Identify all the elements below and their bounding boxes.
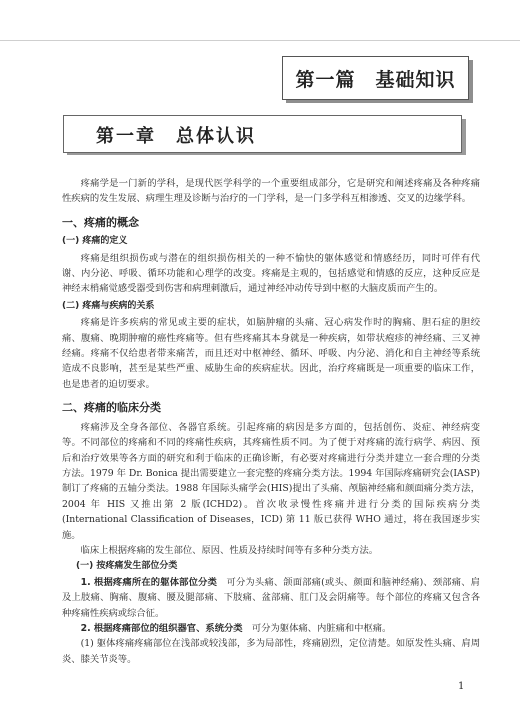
list-item-label: 2. 根据疼痛部位的组织器官、系统分类 [80,622,243,634]
subsection-heading: (一) 疼痛的定义 [62,236,128,247]
body-content [62,176,480,667]
section-heading: 二、疼痛的临床分类 [62,401,161,415]
top-rule [0,40,520,41]
intro-paragraph: 疼痛学是一门新的学科，是现代医学科学的一个重要组成部分，它是研究和阐述疼痛及各种疼痛性疾病的发生发展、病理生理及诊断与治疗的一门学科，是一门多学科互相渗透、交叉的边缘学科。 [62,178,480,205]
part-title: 第一篇 基础知识 [282,56,469,100]
list-item-label: 1. 根据疼痛所在的躯体部位分类 [80,576,218,588]
paragraph: 疼痛是许多疾病的常见或主要的症状，如脑肿瘤的头痛、冠心病发作时的胸痛、胆石症的胆绞痛、腹痛、晚期肿瘤的癌性疼痛等。但有些疼痛其本身就是一种疾病，如带状疱疹的神经痛、三叉神经痛。疼痛不仅给患者带来痛苦，而且还对中枢神经、循环、呼吸、内分泌、消化和自主神经等系统造成不良影响，甚至是某些严重、威胁生命的疾病症状。因此，治疗疼痛既是一项重要的临床工作，也是患者的迫切要求。 [62,317,480,390]
subsection-heading: (二) 疼痛与疾病的关系 [62,300,155,311]
list-item-text: 可分为躯体痛、内脏痛和中枢痛。 [242,622,392,634]
subsection-heading: (一) 按疼痛发生部位分类 [76,561,178,572]
paragraph: 疼痛是组织损伤或与潜在的组织损伤相关的一种不愉快的躯体感觉和情感经历，同时可伴有代谢、内分泌、呼吸、循环功能和心理学的改变。疼痛是主观的，包括感觉和情感的反应，这种反应是神经末梢痛觉感受器受到伤害和病理刺激后，通过神经冲动传导到中枢的大脑皮质而产生的。 [62,252,480,295]
paragraph: (1) 躯体疼痛疼痛部位在浅部或较浅部，多为局部性，疼痛剧烈，定位清楚。如原发性头痛、肩周炎、膝关节炎等。 [62,638,480,665]
paragraph: 疼痛涉及全身各部位、各器官系统。引起疼痛的病因是多方面的，包括创伤、炎症、神经病变等。不同部位的疼痛和不同的疼痛性疾病，其疼痛性质不同。为了便于对疼痛的流行病学、病因、预后和治疗效果等各方面的研究和利于临床的正确诊断，有必要对疼痛进行分类并建立一套合理的分类方法。1979 年 Dr. Bonica 提出需要建立一套完整的疼痛分类方法。1994 年国际疼痛研究会(IASP)制订了疼痛的五轴分类法。1988 年国际头痛学会(HIS)提出了头痛、颅脑神经痛和颜面痛分类方法，2004 年 HIS 又推出第 2 版(ICHD2)。首次收录慢性疼痛并进行分类的国际疾病分类(International Classification of Diseases，ICD) 第 11 版已获得 WHO 通过，将在我国逐步实施。 [62,421,480,541]
list-item [62,621,480,636]
list-item-text: 可分为头痛、颌面部痛(或头、颜面和脑神经痛)、颈部痛、肩及上肢痛、胸痛、腹痛、腰及腿部痛、下肢痛、盆部痛、肛门及会阴痛等。每个部位的疼痛又包含各种疼痛性疾病或综合征。 [62,576,480,619]
list-item [62,575,480,621]
page-number: 1 [458,681,465,692]
paragraph: 临床上根据疼痛的发生部位、原因、性质及持续时间等有多种分类方法。 [80,544,379,556]
section-heading: 一、疼痛的概念 [62,215,139,229]
chapter-title: 第一章 总体认识 [96,126,256,147]
